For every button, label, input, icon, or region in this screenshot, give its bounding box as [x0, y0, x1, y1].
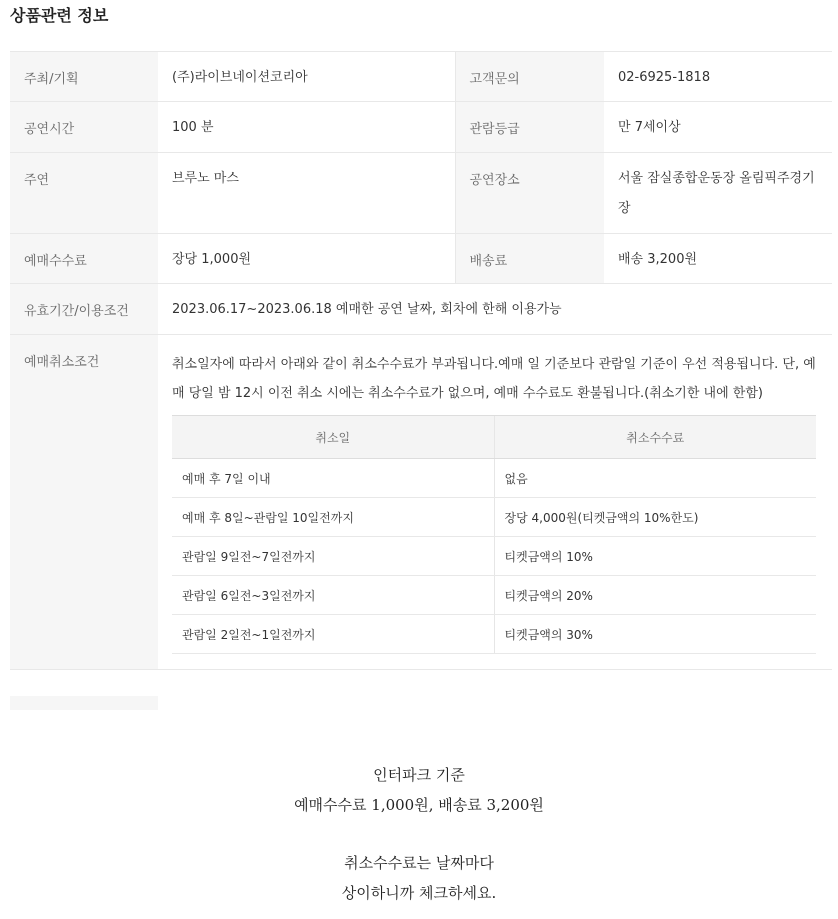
fee-period: 예매 후 7일 이내	[172, 459, 494, 498]
validity-value: 2023.06.17~2023.06.18 예매한 공연 날짜, 회차에 한해 이용가능	[172, 302, 562, 317]
shipping-label: 배송료	[455, 234, 604, 284]
info-row-organizer	[10, 52, 832, 102]
label-column-tail	[10, 696, 158, 710]
fee-table-row	[172, 537, 816, 576]
fee-table-row	[172, 576, 816, 615]
note-line-2: 예매수수료 1,000원, 배송료 3,200원	[294, 796, 544, 814]
cancellation-text: 취소일자에 따라서 아래와 같이 취소수수료가 부과됩니다.예매 일 기준보다 관람일 기준이 우선 적용됩니다. 단, 예매 당일 밤 12시 이전 취소 시에는 취소수수료가 없으며, 예매 수수료도 환불됩니다.(취소기한 내에 한함)	[172, 357, 816, 401]
fee-period: 관람일 6일전~3일전까지	[172, 576, 494, 615]
note-line-1: 인터파크 기준	[373, 766, 465, 784]
info-row-duration	[10, 102, 832, 153]
rating-value: 만 7세이상	[618, 120, 681, 135]
cancellation-fee-table	[172, 415, 816, 654]
rating-label: 관람등급	[455, 102, 604, 153]
venue-value: 서울 잠실종합운동장 올림픽주경기장	[618, 171, 815, 216]
fee-header-cancel-date: 취소일	[172, 416, 494, 459]
inquiry-value: 02-6925-1818	[618, 70, 711, 85]
info-row-cast	[10, 153, 832, 234]
venue-label: 공연장소	[455, 153, 604, 234]
cast-label: 주연	[10, 153, 158, 234]
fee-period: 관람일 2일전~1일전까지	[172, 615, 494, 654]
fee-amount: 티켓금액의 30%	[494, 615, 816, 654]
fee-table-row	[172, 615, 816, 654]
fee-period: 관람일 9일전~7일전까지	[172, 537, 494, 576]
fee-table-row	[172, 459, 816, 498]
cast-value: 브루노 마스	[172, 171, 239, 186]
organizer-label: 주최/기획	[10, 52, 158, 102]
fee-amount: 티켓금액의 20%	[494, 576, 816, 615]
cancellation-label: 예매취소조건	[10, 335, 158, 670]
note-line-4: 상이하니까 체크하세요.	[341, 884, 497, 902]
fee-amount: 티켓금액의 10%	[494, 537, 816, 576]
note-line-3: 취소수수료는 날짜마다	[344, 854, 494, 872]
info-row-cancellation	[10, 335, 832, 670]
booking-fee-label: 예매수수료	[10, 234, 158, 284]
duration-label: 공연시간	[10, 102, 158, 153]
shipping-value: 배송 3,200원	[618, 252, 698, 267]
section-title: 상품관련 정보	[10, 6, 109, 25]
organizer-value: (주)라이브네이션코리아	[172, 70, 308, 85]
duration-value: 100 분	[172, 120, 214, 135]
info-row-booking-fee	[10, 234, 832, 284]
fee-period: 예매 후 8일~관람일 10일전까지	[172, 498, 494, 537]
fee-table-header	[172, 416, 816, 459]
fee-amount: 없음	[494, 459, 816, 498]
info-row-validity	[10, 284, 832, 335]
product-info-table	[10, 51, 832, 670]
fee-amount: 장당 4,000원(티켓금액의 10%한도)	[494, 498, 816, 537]
validity-label: 유효기간/이용조건	[10, 284, 158, 335]
fee-header-cancel-fee: 취소수수료	[494, 416, 816, 459]
cancellation-cell	[158, 335, 832, 670]
inquiry-label: 고객문의	[455, 52, 604, 102]
booking-fee-value: 장당 1,000원	[172, 252, 252, 267]
fee-table-row	[172, 498, 816, 537]
